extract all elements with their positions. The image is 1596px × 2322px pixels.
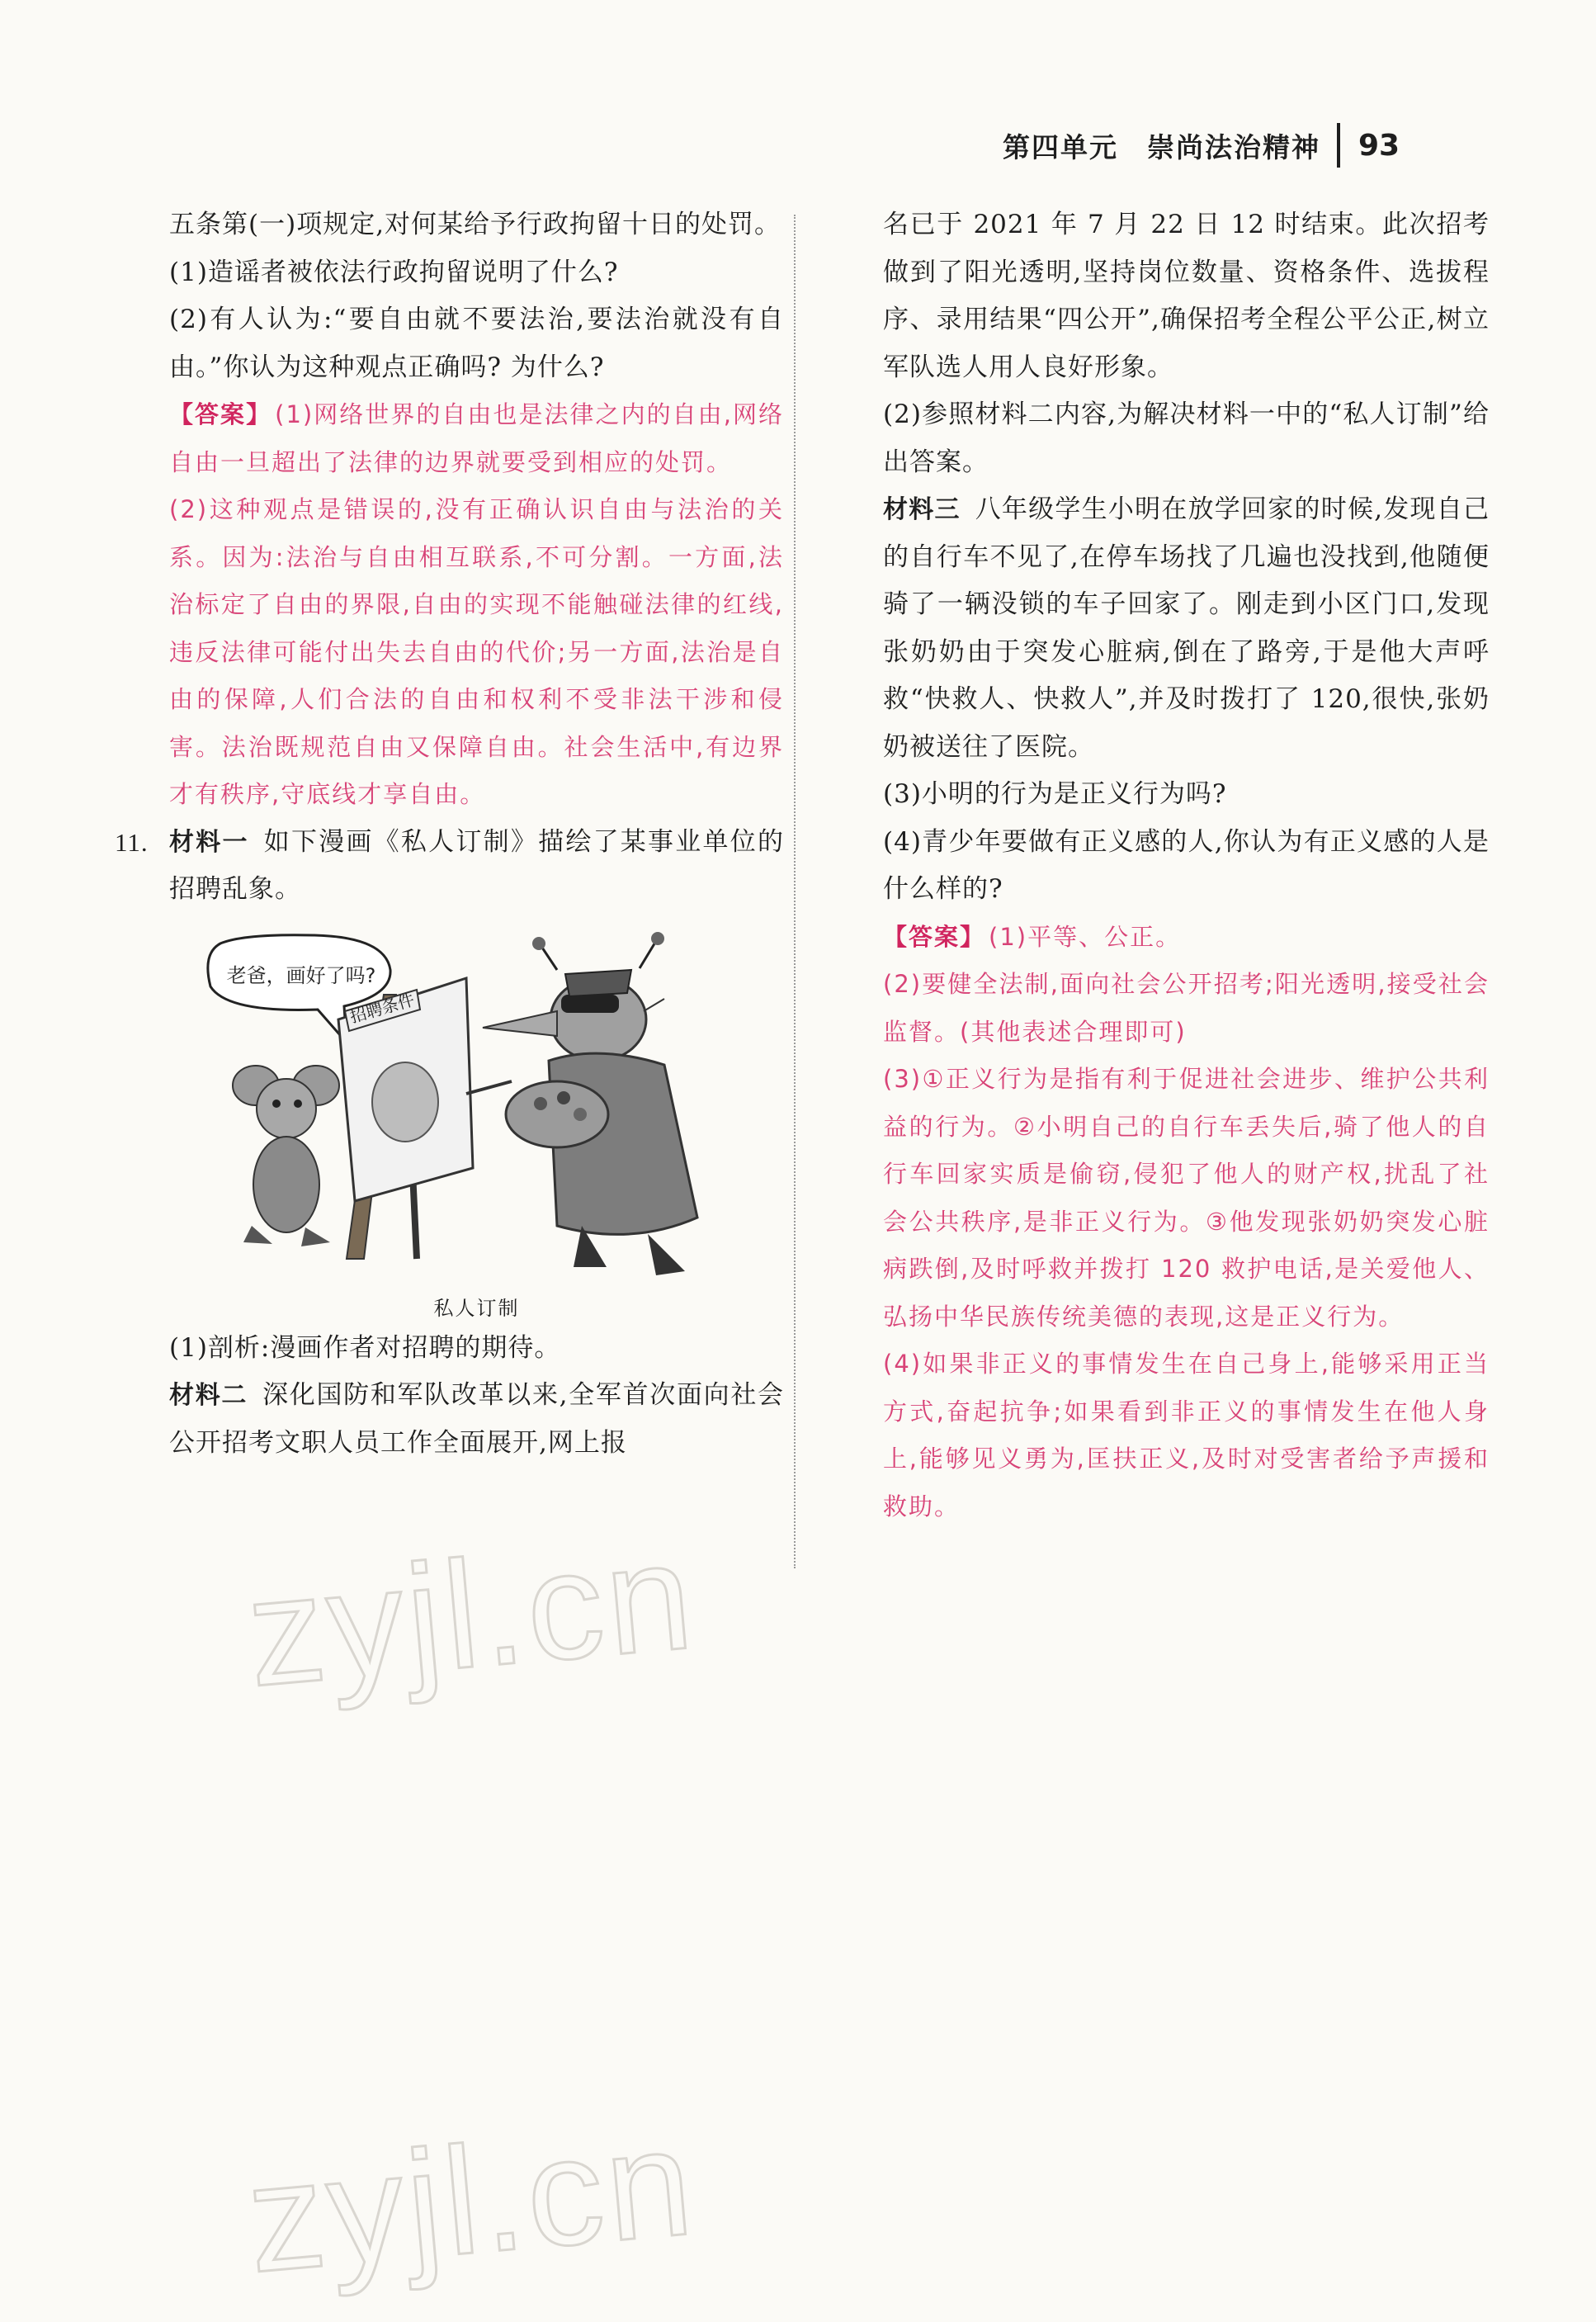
page-number: 93: [1358, 128, 1400, 163]
answer-11-1-text: (1)平等、公正。: [989, 922, 1182, 951]
cartoon-private-custom: [169, 920, 784, 1292]
question-11-material-1: [115, 819, 785, 914]
question-10-2: (2)有人认为:“要自由就不要法治,要法治就没有自由。”你认为这种观点正确吗? 为什么?: [169, 305, 784, 382]
material-2-continuation: 名已于 2021 年 7 月 22 日 12 时结束。此次招考做到了阳光透明,坚持岗位数量、资格条件、选拔程序、录用结果“四公开”,确保招考全程公平公正,树立军队选人用人良好形象。: [883, 210, 1490, 382]
question-11-4: (4)青少年要做有正义感的人,你认为有正义感的人是什么样的?: [883, 826, 1490, 904]
question-11-2: (2)参照材料二内容,为解决材料一中的“私人订制”给出答案。: [883, 400, 1490, 477]
page-header: [1003, 122, 1400, 168]
column-divider: [794, 215, 796, 1568]
material-3-label: 材料三: [883, 495, 961, 524]
unit-title: 第四单元 崇尚法治精神: [1003, 130, 1320, 163]
answer-10-1-text: (1)网络世界的自由也是法律之内的自由,网络自由一旦超出了法律的边界就要受到相应的处罚。: [169, 400, 784, 476]
left-column: [115, 201, 785, 1467]
answer-11-2: (2)要健全法制,面向社会公开招考;阳光透明,接受社会监督。(其他表述合理即可): [883, 970, 1490, 1046]
material-1-text: 如下漫画《私人订制》描绘了某事业单位的招聘乱象。: [169, 826, 785, 904]
material-3-text: 八年级学生小明在放学回家的时候,发现自己的自行车不见了,在停车场找了几遍也没找到,他随便骑了一辆没锁的车子回家了。刚走到小区门口,发现张奶奶由于突发心脏病,倒在了路旁,于是他大声呼救“快救人、快救人”,并及时拨打了 120,很快,张奶奶被送往了医院。: [883, 494, 1490, 762]
question-10-1: (1)造谣者被依法行政拘留说明了什么?: [169, 257, 619, 287]
material-2: [169, 1372, 784, 1467]
answer-10-2: (2)这种观点是错误的,没有正确认识自由与法治的关系。因为:法治与自由相互联系,不可分割。一方面,法治标定了自由的界限,自由的实现不能触碰法律的红线,违反法律可能付出失去自由的代价;另一方面,法治是自由的保障,人们合法的自由和权利不受非法干涉和侵害。法治既规范自由又保障自由。社会生活中,有边界才有秩序,守底线才享自由。: [169, 495, 784, 808]
material-2-text: 深化国防和军队改革以来,全军首次面向社会公开招考文职人员工作全面展开,网上报: [169, 1380, 785, 1458]
material-2-label: 材料二: [169, 1381, 248, 1410]
cartoon-illustration: [169, 920, 784, 1292]
easel-sign-text: 招聘条件: [347, 989, 417, 1027]
right-column: [883, 201, 1490, 1530]
answer-tag: 【答案】: [883, 922, 986, 951]
material-1-label: 材料一: [169, 827, 249, 857]
watermark: zyjl.cn: [241, 1510, 701, 1719]
question-11-1: (1)剖析:漫画作者对招聘的期待。: [169, 1332, 561, 1363]
header-divider: [1337, 123, 1340, 168]
law-text-continuation: 五条第(一)项规定,对何某给予行政拘留十日的处罚。: [169, 210, 781, 239]
speech-bubble-text: 老爸，画好了吗?: [226, 963, 376, 987]
answer-10-1: [169, 391, 784, 486]
question-number-11: 11.: [115, 827, 149, 857]
cartoon-caption: 私人订制: [433, 1296, 520, 1320]
answer-11-1: [883, 914, 1490, 962]
watermark: zyjl.cn: [241, 2096, 701, 2305]
answer-11-3: (3)①正义行为是指有利于促进社会进步、维护公共利益的行为。②小明自己的自行车丢失后,骑了他人的自行车回家实质是偷窃,侵犯了他人的财产权,扰乱了社会公共秩序,是非正义行为。③他发现张奶奶突发心脏病跌倒,及时呼救并拨打 120 救护电话,是关爱他人、弘扬中华民族传统美德的表现,这是正义行为。: [883, 1065, 1490, 1331]
answer-tag: 【答案】: [169, 400, 272, 428]
question-11-3: (3)小明的行为是正义行为吗?: [883, 779, 1227, 809]
answer-11-4: (4)如果非正义的事情发生在自己身上,能够采用正当方式,奋起抗争;如果看到非正义的事情发生在他人身上,能够见义勇为,匡扶正义,及时对受害者给予声援和救助。: [883, 1350, 1490, 1520]
material-3: [883, 486, 1490, 771]
